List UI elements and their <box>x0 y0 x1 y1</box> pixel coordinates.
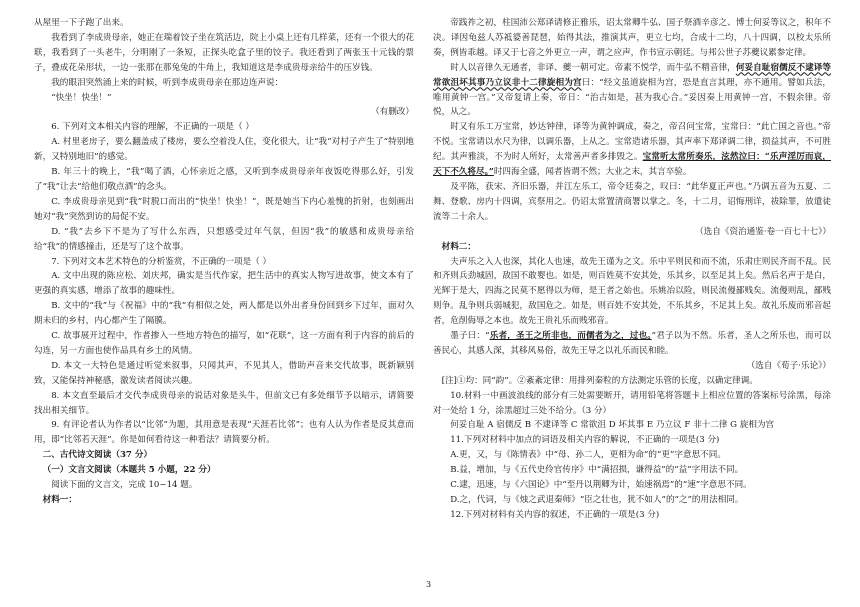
story-paragraph: 我的眼泪突然涌上来的时候，听到李成贵母亲在那边连声说： <box>51 77 284 88</box>
citation: （选自《资治通鉴·卷一百七十七》） <box>695 226 831 237</box>
classical-paragraph: 夫声乐之入人也深，其化人也速，故先王谨为之文。乐中平则民和而不流，乐肃庄则民齐而不乱。民和齐则兵劲城固，敌国不敢婴也。如是，则百姓莫不安其处，乐其乡，以至足其上矣。然后名声于是白，光辉于是大，四海之民莫不愿得以为师，是王者之始也。乐姚冶以险，则民流僈鄙贱矣。流僈则乱，鄙贱则争。乱争则兵弱城犯，敌国危之。如是，则百姓不安其处，不乐其乡，不足其上矣。故礼乐废而邪音起者，危削侮辱之本也。故先王贵礼乐而贱邪音。 <box>433 256 831 327</box>
text-span: 墨子曰：“ <box>450 331 490 342</box>
question-6-option-b: B. 年三十的晚上，“我”喝了酒，心怀亲近之感，又听到李成贵母亲年夜饭吃得那么好，引发了“我”让去“给他们敬点酒”的念头。 <box>34 167 414 192</box>
question-7-option-b: B. 文中的“我”与《祝福》中的“我”有相似之处，两人都是以外出者身份回到乡下过年，面对久期未归的乡村，内心都产生了隔膜。 <box>34 301 414 327</box>
classical-paragraph: 帝践祚之初，柱国沛公郑译请修正雅乐，诏太常卿牛弘、国子祭酒辛彦之、博士何妥等议之，积年不决。译因龟兹人苏祗婆善琵琶，始得其法，推演其声，更立七均，合成十二均，八十四调，以校太乐所奏，例皆乖越。译又于七音之外更立一声，谓之应声，作书宣示朝廷。与邦公世子苏夔议累参定律。 <box>433 18 831 58</box>
page-number: 3 <box>426 580 432 589</box>
material-one-label: 材料一： <box>42 495 77 505</box>
classical-paragraph <box>433 61 831 121</box>
underlined-passage: 乐者，圣王之所非也，而儒者为之，过也。 <box>489 331 652 342</box>
text-span: 曰：“经文虽道旋相为宫，恐是直言其理，亦不通用。譬如兵法，唯用黄钟一宫。”又帝复请上奏，帝日：“治古如是，甚为我心合。”妥因奏上用黄钟一宫，不假余律。帝悦，从之。 <box>433 77 831 118</box>
question-6-option-d: D. “我”去乡下不是为了写什么东西，只想感受过年气氛，但因“我”的敏感和成贵母亲给给“我”的情感撞击，还是写了这个故事。 <box>34 226 414 252</box>
story-paragraph: 我看到了李成贵母亲，她正在瑞着饺子坐在筑活边，院上小桌上还有几样菜，还有一个很大的花联，我看到了一头老牛，分明刚了一条短，正探头吃盒子里的饺子。我还看到了两张玉十元钱的票子，叠成花朵形状，一边一张那在那兔兔的牛角上，我知道这是李成贵母亲给牛的压岁钱。 <box>34 32 414 73</box>
question-6: 6. 下列对文本相关内容的理解，不正确的一项是（ ） <box>51 122 254 133</box>
text-span: 时四海全盛，闻者皆谓不然；大业之末，其言卒验。 <box>493 167 692 178</box>
material-two-label: 材料二： <box>441 241 476 252</box>
question-7-option-d: D. 本文一大特色是通过听觉来叙事，只闻其声，不见其人，借助声音来交代故事，既新颖别致，又能保持神秘感，激发读者阅读兴趣。 <box>34 360 414 386</box>
question-7: 7. 下列对文本艺术特色的分析鉴赏，不正确的一项是（ ） <box>51 256 272 267</box>
question-8: 8. 本文直至最后才交代李成贵母亲的说话对象是头牛，但前文已有多处细节予以暗示，请简要找出相关细节。 <box>34 390 414 416</box>
wavy-underlined-passage: 何妥自耻宿儒反不逮译等常欲沮坏其事乃立议非十二律旋相为宫 <box>433 62 831 88</box>
story-source-note: （有删改） <box>371 107 414 118</box>
subsection-heading: （一）文言文阅读（本题共 5 小题，22 分） <box>42 465 216 476</box>
classical-paragraph <box>433 329 831 359</box>
text-span: 时又有乐工万宝常，妙达钟律，译等为黄钟调成，奏之，帝召问宝常，宝常曰：“此亡国之音也。”帝不悦。宝常请以水尺为律，以调乐器，上从之。宝常造诸乐器，其声率下郑译调二律，损益其声，不可胜纪。其声雅淡，不为时人所好，太常善声者多排毁之。 <box>433 122 831 163</box>
question-6-option-a: A. 村里老房子，要么翻盖成了楼房，要么空着没人住，变化很大，让“我”对村子产生了“特别地新，又特别地旧”的感觉。 <box>34 137 414 163</box>
question-7-option-a: A. 文中出现的陈应松、刘庆邦，确实是当代作家，把生活中的真实人物写进故事，使文本有了更强的真实感，增添了故事的趣味性。 <box>34 271 414 297</box>
question-11-option-d: D.之，代词，与《烛之武退秦师》“臣之壮也，犹不如人”的“之”的用法相同。 <box>450 495 744 505</box>
story-paragraph: 从屋里一下子跑了出来。 <box>34 18 129 28</box>
question-6-option-c: C. 李成贵母亲见到“我”时脱口而出的“快坐！快坐！”，既是她当下内心羞愧的折射，也刻画出她对“我”突然到访的局促不安。 <box>34 196 414 222</box>
classical-paragraph: 及平陈，获宋、齐旧乐器，并江左乐工，帝令廷奏之，叹曰：“此华夏正声也。”乃调五音为五夏、二舞、登歌、房内十四调，宾祭用之。仍诏太常置清商署以掌之。冬，十二月，诏悔刑详，祓除罪，放遣徒流等二十余人。 <box>433 181 831 222</box>
question-11-option-a: A.更，又，与《陈情表》中“母、孙二人，更相为命”的“更”字意思不同。 <box>450 450 726 461</box>
question-10: 10.材料一中画波浪线的部分有三处需要断开，请用铅笔将答题卡上相应位置的答案标号涂黑，每涂对一处给 1 分，涂黑超过三处不给分。（3 分） <box>433 390 831 416</box>
classical-paragraph <box>433 120 831 180</box>
question-11-option-b: B.益，增加，与《五代史伶官传序》中“满招损，谦得益”的“益”字用法不同。 <box>450 465 744 476</box>
question-9: 9. 有评论者认为作者以“比邻”为题，其用意是表现“天涯若比邻”；也有人认为作者是反其意而用，即“比邻若天涯”。你是如何看待这一种看法？请简要分析。 <box>34 420 414 446</box>
right-column <box>433 16 831 523</box>
section-heading: 二、古代诗文阅读（37 分） <box>42 450 153 461</box>
underlined-passage: 宝常听太常所奏乐，泫然泣曰：“乐声淫厉而哀，天下不久将尽。” <box>433 152 831 178</box>
text-span: 时人以音律久无通者，非译、夔一朝可定。帝素不悦学，而牛弘不精音律， <box>450 62 736 73</box>
question-12: 12.下列对材料有关内容的叙述，不正确的一项是(3 分) <box>450 509 660 520</box>
reading-instruction: 阅读下面的文言文，完成 10~14 题。 <box>51 480 198 491</box>
question-11-option-c: C.逮，迅速，与《六国论》中“至丹以荆卿为计，始速祸焉”的“速”字意思不同。 <box>450 480 752 491</box>
story-quote: “快坐！快坐！” <box>51 92 112 103</box>
left-column <box>34 16 414 508</box>
text-span: ”君子以为不然。乐者，圣人之所乐也，而可以善民心，其感人深，其移风易俗，故先王导之以礼乐而民和睦。 <box>433 331 831 356</box>
question-11: 11.下列对材料中加点的词语及相关内容的解说，不正确的一项是(3 分) <box>450 435 720 446</box>
citation: （选自《荀子·乐论》） <box>746 360 831 371</box>
question-7-option-c: C. 故事展开过程中，作者掺入一些地方特色的描写，如“花联”，这一方面有利于内容的前后的勾连，另一方面也使作品具有乡土的风情。 <box>34 331 414 356</box>
annotation-note: [注]①均：同“韵”。②紊紊定律：用排列秦粒的方法测定乐管的长度，以确定律调。 <box>441 375 758 386</box>
question-10-options: 何妥自耻 A 宿儒反 B 不逮译等 C 常欲沮 D 坏其事 E 乃立议 F 非十二律 G 旋相为宫 <box>450 420 775 431</box>
